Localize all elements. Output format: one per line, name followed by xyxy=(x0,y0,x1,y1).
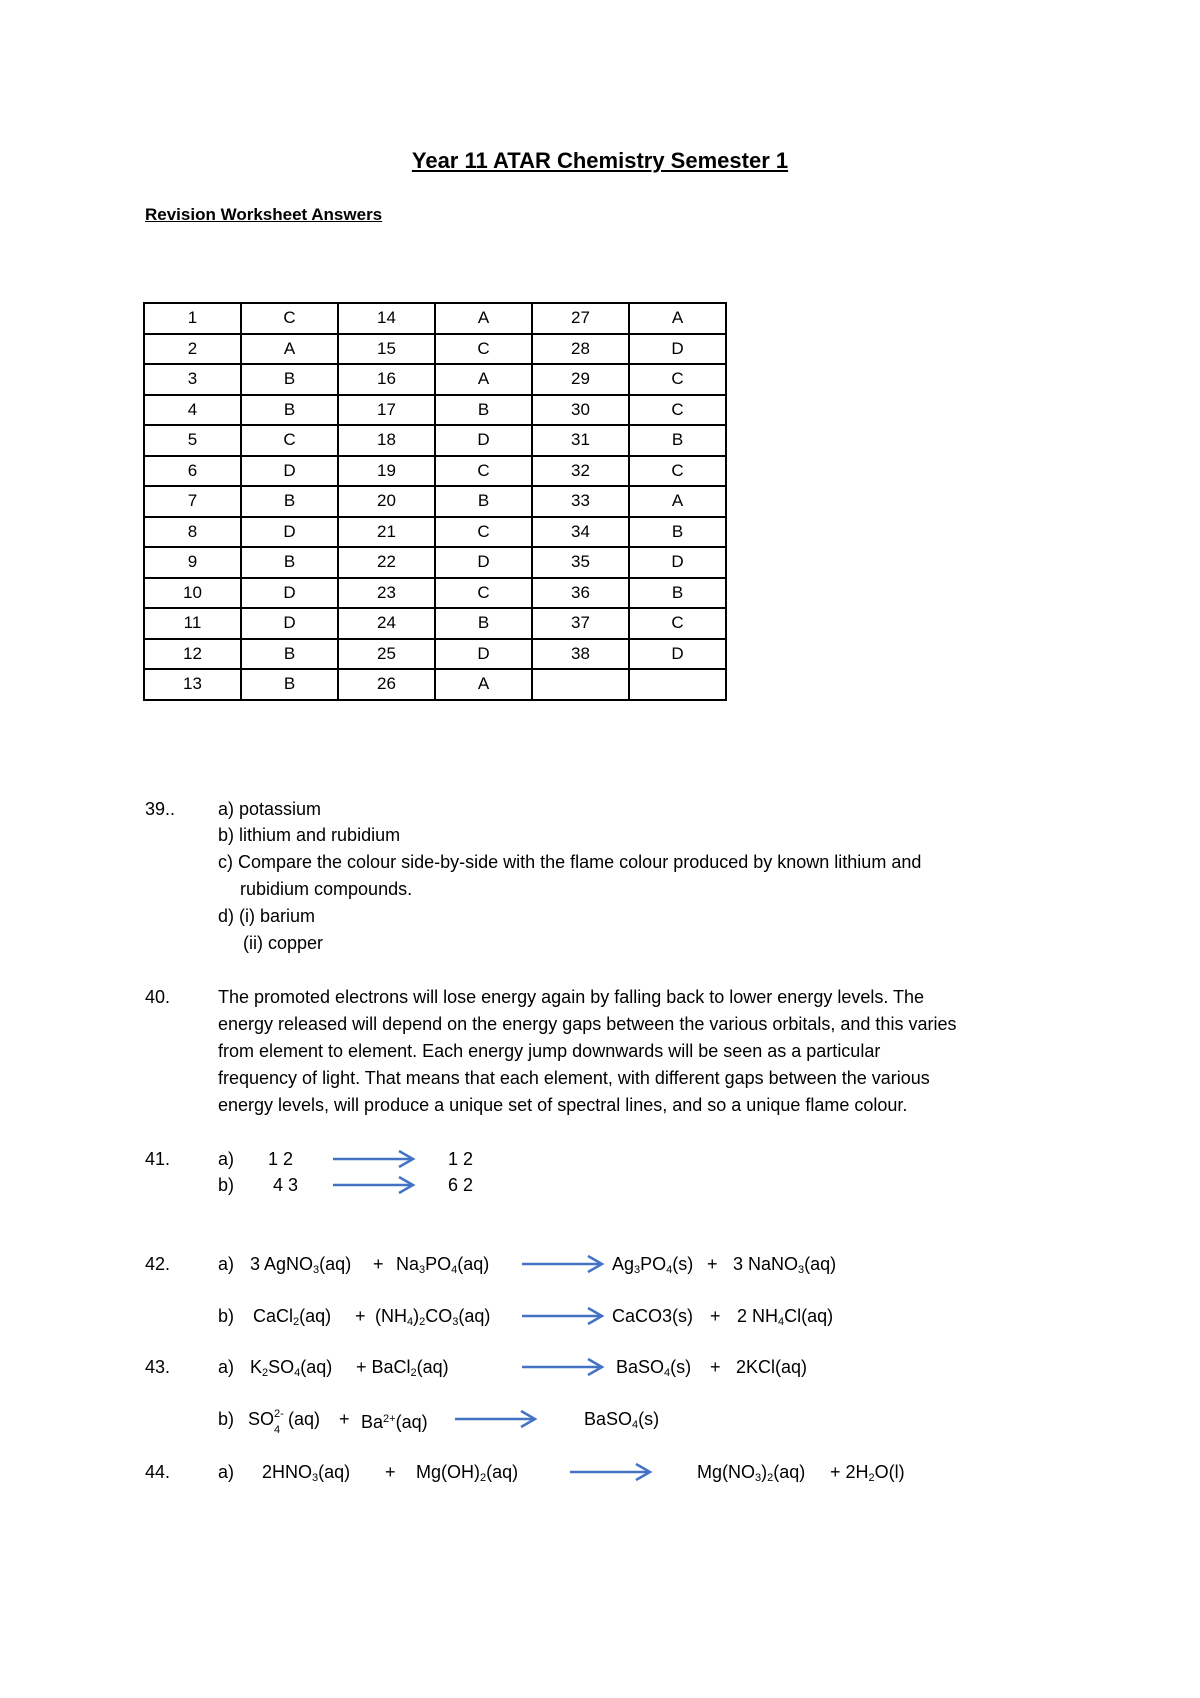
q42-a-label: a) xyxy=(218,1254,235,1274)
q43-b-label: b) xyxy=(218,1409,235,1429)
q44-a-label: a) xyxy=(218,1462,235,1482)
question-number-cell: 1 xyxy=(144,303,241,334)
arrow-icon xyxy=(522,1306,606,1326)
q42-b-product-2: 2 $NH_4Cl(aq)$ xyxy=(737,1306,834,1328)
answer-cell: A xyxy=(435,669,532,700)
q40-number: 40. xyxy=(145,987,171,1007)
question-number-cell: 30 xyxy=(532,395,629,426)
table-row xyxy=(144,425,726,456)
question-number-cell: 34 xyxy=(532,517,629,548)
question-number-cell: 14 xyxy=(338,303,435,334)
question-number-cell: 22 xyxy=(338,547,435,578)
q40-line: energy released will depend on the energy gaps between the various orbitals, and this varies xyxy=(218,1014,957,1034)
q43-a-product-1: BaSO$_4$(s) xyxy=(616,1357,692,1379)
q43-number: 43. xyxy=(145,1357,171,1377)
answer-cell: D xyxy=(241,578,338,609)
q41-b-label: b) xyxy=(218,1175,235,1195)
table-row xyxy=(144,578,726,609)
question-number-cell: 33 xyxy=(532,486,629,517)
question-number-cell: 18 xyxy=(338,425,435,456)
answer-cell: A xyxy=(241,334,338,365)
answer-cell: D xyxy=(435,547,532,578)
q41-b-left: 4 3 xyxy=(273,1175,299,1195)
answer-cell: D xyxy=(629,639,726,670)
question-number-cell: 24 xyxy=(338,608,435,639)
question-number-cell: 27 xyxy=(532,303,629,334)
q44-a-reactant-2: $Mg(OH)_2(aq)$ xyxy=(416,1462,519,1484)
answer-cell xyxy=(629,669,726,700)
table-row xyxy=(144,486,726,517)
arrow-icon xyxy=(522,1357,606,1377)
question-number-cell: 35 xyxy=(532,547,629,578)
answer-cell: D xyxy=(435,639,532,670)
q43-b-product-1: BaSO$_4$(s) xyxy=(584,1409,660,1431)
question-number-cell: 10 xyxy=(144,578,241,609)
q41-a-right: 1 2 xyxy=(448,1149,474,1169)
q42-number: 42. xyxy=(145,1254,171,1274)
question-number-cell: 3 xyxy=(144,364,241,395)
answer-cell: A xyxy=(629,486,726,517)
question-number-cell: 17 xyxy=(338,395,435,426)
q39-answer-b: b) lithium and rubidium xyxy=(218,825,401,845)
question-number-cell: 6 xyxy=(144,456,241,487)
question-number-cell: 20 xyxy=(338,486,435,517)
q44-a-plus: + xyxy=(385,1462,396,1482)
q39-answer-a: a) potassium xyxy=(218,799,322,819)
q39-number: 39.. xyxy=(145,799,176,819)
answer-cell: C xyxy=(435,517,532,548)
question-number-cell: 21 xyxy=(338,517,435,548)
q42-b-label: b) xyxy=(218,1306,235,1326)
arrow-icon xyxy=(333,1149,417,1169)
q41-number: 41. xyxy=(145,1149,171,1169)
answer-cell: C xyxy=(435,456,532,487)
question-number-cell: 16 xyxy=(338,364,435,395)
arrow-icon xyxy=(522,1254,606,1274)
q42-a-plus-2: + xyxy=(707,1254,718,1274)
question-number-cell: 12 xyxy=(144,639,241,670)
q43-a-product-2: 2KCl(aq) xyxy=(736,1357,808,1377)
arrow-icon xyxy=(570,1462,654,1482)
answer-cell: B xyxy=(435,486,532,517)
question-number-cell: 8 xyxy=(144,517,241,548)
answer-cell: B xyxy=(241,395,338,426)
question-number-cell: 28 xyxy=(532,334,629,365)
q39-answer-d-i: d) (i) barium xyxy=(218,906,316,926)
table-row xyxy=(144,517,726,548)
answer-cell: C xyxy=(241,303,338,334)
answer-table-body xyxy=(144,303,726,700)
q42-b-product-1: CaCO3(s) xyxy=(612,1306,694,1326)
table-row xyxy=(144,639,726,670)
table-row xyxy=(144,303,726,334)
question-number-cell: 36 xyxy=(532,578,629,609)
answer-cell: B xyxy=(629,578,726,609)
q43-b-reactant-2: $Ba^{2+}(aq)$ xyxy=(361,1412,428,1432)
question-number-cell: 15 xyxy=(338,334,435,365)
answer-cell: C xyxy=(629,395,726,426)
answer-cell: D xyxy=(629,334,726,365)
question-number-cell: 11 xyxy=(144,608,241,639)
q44-a-reactant-1: $2HNO_3(aq)$ xyxy=(262,1462,351,1484)
answer-cell: D xyxy=(241,517,338,548)
answer-cell: A xyxy=(435,303,532,334)
table-row xyxy=(144,669,726,700)
question-number-cell: 23 xyxy=(338,578,435,609)
q44-number: 44. xyxy=(145,1462,171,1482)
q40-line: energy levels, will produce a unique set of spectral lines, and so a unique flame colour. xyxy=(218,1095,908,1115)
answer-cell: A xyxy=(629,303,726,334)
q42-a-product-2: 3 NaNO$_3$(aq) xyxy=(733,1254,837,1276)
answer-table xyxy=(143,302,727,701)
answer-cell: A xyxy=(435,364,532,395)
q39-answer-d-ii: (ii) copper xyxy=(243,933,324,953)
q42-a-product-1: $Ag_3PO_4(s)$ xyxy=(612,1254,694,1276)
answer-cell: B xyxy=(241,639,338,670)
question-number-cell: 13 xyxy=(144,669,241,700)
answer-cell: C xyxy=(629,608,726,639)
table-row xyxy=(144,547,726,578)
answer-cell: C xyxy=(241,425,338,456)
page-subtitle: Revision Worksheet Answers xyxy=(145,205,383,224)
q43-b-plus: + xyxy=(339,1409,350,1429)
page-title: Year 11 ATAR Chemistry Semester 1 xyxy=(411,148,789,173)
q39-answer-c-line2: rubidium compounds. xyxy=(240,879,413,899)
q41-a-left: 1 2 xyxy=(268,1149,294,1169)
arrow-icon xyxy=(455,1409,539,1429)
q40-line: The promoted electrons will lose energy again by falling back to lower energy levels. The xyxy=(218,987,925,1007)
answer-cell: C xyxy=(629,456,726,487)
question-number-cell: 31 xyxy=(532,425,629,456)
answer-cell: B xyxy=(435,395,532,426)
answer-cell: B xyxy=(241,669,338,700)
answer-cell: C xyxy=(435,334,532,365)
question-number-cell: 26 xyxy=(338,669,435,700)
q41-a-label: a) xyxy=(218,1149,235,1169)
question-number-cell xyxy=(532,669,629,700)
question-number-cell: 25 xyxy=(338,639,435,670)
q43-b-reactant-1: SO 2- 4 (aq) xyxy=(248,1408,321,1436)
q40-line: frequency of light. That means that each element, with different gaps between the various xyxy=(218,1068,930,1088)
q43-a-reactant-1: $K_2SO_4(aq)$ xyxy=(250,1357,333,1379)
q42-b-plus: + xyxy=(355,1306,366,1326)
question-number-cell: 4 xyxy=(144,395,241,426)
q44-a-product-2: + $2H_2O(l)$ xyxy=(830,1462,905,1484)
q40-line: from element to element. Each energy jump downwards will be seen as a particular xyxy=(218,1041,881,1061)
table-row xyxy=(144,364,726,395)
q44-a-product-1: $Mg(NO_3)_2(aq)$ xyxy=(697,1462,806,1484)
q42-a-reactant-2: $Na_3PO_4(aq)$ xyxy=(396,1254,490,1276)
answer-cell: C xyxy=(629,364,726,395)
q42-b-reactant-1: CaCl$_2$(aq) xyxy=(253,1306,332,1328)
answer-cell: C xyxy=(435,578,532,609)
q41-b-right: 6 2 xyxy=(448,1175,474,1195)
question-number-cell: 29 xyxy=(532,364,629,395)
answer-cell: D xyxy=(629,547,726,578)
answer-cell: B xyxy=(241,547,338,578)
question-number-cell: 5 xyxy=(144,425,241,456)
q42-b-plus-2: + xyxy=(710,1306,721,1326)
answer-cell: D xyxy=(241,456,338,487)
q42-a-reactant-1: 3 AgNO$_3$(aq) xyxy=(250,1254,352,1276)
answer-cell: B xyxy=(435,608,532,639)
answer-cell: D xyxy=(241,608,338,639)
question-number-cell: 7 xyxy=(144,486,241,517)
answer-cell: B xyxy=(241,486,338,517)
table-row xyxy=(144,334,726,365)
q39-answer-c-line1: c) Compare the colour side-by-side with the flame colour produced by known lithium and xyxy=(218,852,922,872)
table-row xyxy=(144,608,726,639)
q43-a-reactant-2: + BaCl$_2$(aq) xyxy=(356,1357,449,1379)
question-number-cell: 19 xyxy=(338,456,435,487)
answer-cell: B xyxy=(629,425,726,456)
question-number-cell: 37 xyxy=(532,608,629,639)
answer-cell: B xyxy=(629,517,726,548)
q43-a-plus: + xyxy=(710,1357,721,1377)
answer-cell: D xyxy=(435,425,532,456)
question-number-cell: 9 xyxy=(144,547,241,578)
table-row xyxy=(144,456,726,487)
question-number-cell: 38 xyxy=(532,639,629,670)
q42-b-reactant-2: $(NH_4)_2CO_3(aq)$ xyxy=(375,1306,491,1328)
q42-a-plus: + xyxy=(373,1254,384,1274)
question-number-cell: 2 xyxy=(144,334,241,365)
question-number-cell: 32 xyxy=(532,456,629,487)
answer-cell: B xyxy=(241,364,338,395)
q43-a-label: a) xyxy=(218,1357,235,1377)
arrow-icon xyxy=(333,1175,417,1195)
table-row xyxy=(144,395,726,426)
